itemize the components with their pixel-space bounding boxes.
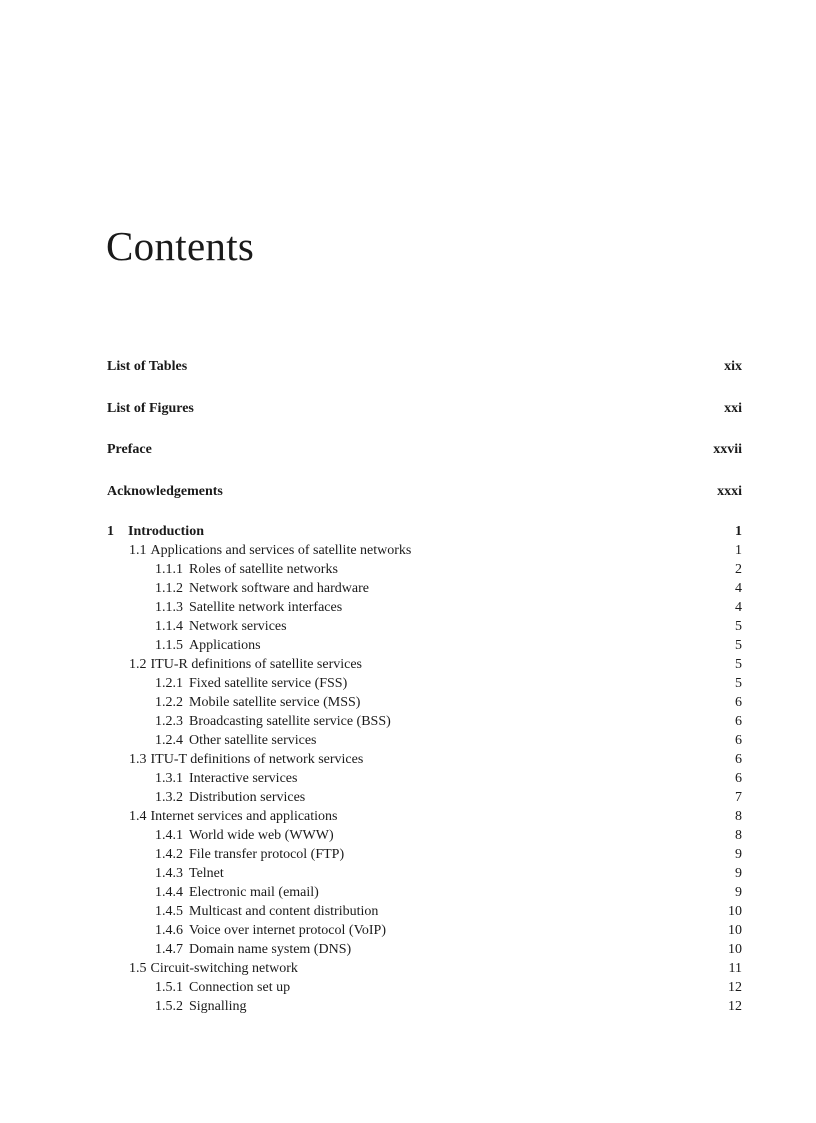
- toc-entry-page: 12: [728, 999, 742, 1014]
- toc-entry-number: 1.1.1: [155, 562, 183, 577]
- toc-subsection-entry[interactable]: [107, 921, 742, 940]
- toc-subsection-entry[interactable]: [107, 940, 742, 959]
- toc-entry-title: Internet services and applications: [150, 809, 338, 824]
- toc-entry-number: 1.4.2: [155, 847, 183, 862]
- toc-entry-label: [107, 598, 342, 617]
- toc-entry-number: 1.4: [129, 809, 147, 824]
- toc-entry-label: [107, 522, 204, 541]
- toc-entry-page: 7: [735, 790, 742, 805]
- toc-entry-page: 1: [735, 524, 742, 539]
- page-title: Contents: [106, 223, 255, 269]
- toc-entry-number: 1.3.1: [155, 771, 183, 786]
- toc-entry-title: Applications: [189, 638, 261, 653]
- toc-entry-number: 1.3.2: [155, 790, 183, 805]
- toc-entry-label: [107, 769, 297, 788]
- toc-entry-label: [107, 636, 261, 655]
- toc-entry-number: 1.1.2: [155, 581, 183, 596]
- toc-entry-number: 1.1: [129, 543, 147, 558]
- toc-subsection-entry[interactable]: [107, 788, 742, 807]
- toc-entry-label: [107, 674, 347, 693]
- toc-entry-title: Circuit-switching network: [150, 961, 298, 976]
- toc-subsection-entry[interactable]: [107, 864, 742, 883]
- toc-entry-page: 9: [735, 866, 742, 881]
- toc-entry-page: 1: [735, 543, 742, 558]
- toc-entry-title: Signalling: [189, 999, 247, 1014]
- toc-entry-page: 8: [735, 809, 742, 824]
- toc-subsection-entry[interactable]: [107, 636, 742, 655]
- toc-entry-number: 1.1.3: [155, 600, 183, 615]
- toc-entry-page: 2: [735, 562, 742, 577]
- toc-entry-page: 11: [728, 961, 742, 976]
- toc-subsection-entry[interactable]: [107, 674, 742, 693]
- toc-entry-number: 1.4.4: [155, 885, 183, 900]
- toc-entry-title: Electronic mail (email): [189, 885, 319, 900]
- front-matter-page: xxvii: [713, 442, 742, 457]
- toc-entry-title: Mobile satellite service (MSS): [189, 695, 361, 710]
- toc-entry-number: 1.1.4: [155, 619, 183, 634]
- toc-entry-label: [107, 902, 378, 921]
- toc-entry-page: 10: [728, 942, 742, 957]
- toc-entry-page: 6: [735, 733, 742, 748]
- toc-entry-page: 5: [735, 638, 742, 653]
- toc-entry-number: 1.2.4: [155, 733, 183, 748]
- toc-entry-number: 1.2.1: [155, 676, 183, 691]
- toc-entry-number: 1.3: [129, 752, 147, 767]
- toc-subsection-entry[interactable]: [107, 769, 742, 788]
- toc-entry-label: [107, 997, 247, 1016]
- toc-entry-title: Multicast and content distribution: [189, 904, 379, 919]
- toc-entry-title: ITU-T definitions of network services: [150, 752, 364, 767]
- toc-entry-number: 1.4.7: [155, 942, 183, 957]
- front-matter-page: xxxi: [717, 483, 742, 499]
- toc-subsection-entry[interactable]: [107, 617, 742, 636]
- toc-entry-label: [107, 921, 386, 940]
- toc-entry-number: 1: [107, 524, 114, 539]
- toc-section-entry[interactable]: [107, 750, 742, 769]
- toc-entry-label: [107, 883, 319, 902]
- toc-entry-number: 1.4.3: [155, 866, 183, 881]
- toc-entry-label: [107, 731, 317, 750]
- toc-entry-number: 1.4.1: [155, 828, 183, 843]
- toc-subsection-entry[interactable]: [107, 883, 742, 902]
- toc-entry-number: 1.4.5: [155, 904, 183, 919]
- toc-entry-page: 6: [735, 714, 742, 729]
- toc-entry-page: 8: [735, 828, 742, 843]
- toc-entry-page: 10: [728, 904, 742, 919]
- front-matter-item-preface[interactable]: [107, 439, 742, 481]
- toc-entry-page: 9: [735, 885, 742, 900]
- toc-entry-label: [107, 541, 411, 560]
- toc-entry-label: [107, 617, 287, 636]
- toc-subsection-entry[interactable]: [107, 731, 742, 750]
- toc-entry-number: 1.5.2: [155, 999, 183, 1014]
- toc-entry-label: [107, 845, 344, 864]
- front-matter-label: List of Tables: [107, 359, 188, 374]
- toc-subsection-entry[interactable]: [107, 598, 742, 617]
- toc-entry-title: Broadcasting satellite service (BSS): [189, 714, 391, 729]
- toc-entry-label: [107, 807, 337, 826]
- toc-entry-title: ITU-R definitions of satellite services: [150, 657, 362, 672]
- toc-entry-page: 5: [735, 657, 742, 672]
- toc-subsection-entry[interactable]: [107, 712, 742, 731]
- toc-subsection-entry[interactable]: [107, 693, 742, 712]
- front-matter-label: Acknowledgements: [107, 483, 223, 499]
- toc-entry-label: [107, 693, 360, 712]
- toc-entry-label: [107, 978, 290, 997]
- toc-entry-title: World wide web (WWW): [189, 828, 334, 843]
- toc-entry-title: Network services: [189, 619, 287, 634]
- front-matter-item-list-of-figures[interactable]: [107, 398, 742, 440]
- toc-entry-page: 5: [735, 619, 742, 634]
- toc-entry-number: 1.2.3: [155, 714, 183, 729]
- toc-entry-page: 5: [735, 676, 742, 691]
- toc-entry-number: 1.2: [129, 657, 147, 672]
- toc-subsection-entry[interactable]: [107, 978, 742, 997]
- toc-entry-number: 1.5.1: [155, 980, 183, 995]
- toc-subsection-entry[interactable]: [107, 997, 742, 1016]
- toc-subsection-entry[interactable]: [107, 560, 742, 579]
- toc-entry-title: Fixed satellite service (FSS): [189, 676, 348, 691]
- toc-entry-label: [107, 712, 391, 731]
- toc-entry-number: 1.1.5: [155, 638, 183, 653]
- toc-section-entry[interactable]: [107, 541, 742, 560]
- front-matter-label: Preface: [107, 442, 152, 457]
- toc-entry-page: 4: [735, 581, 742, 596]
- toc-entry-page: 10: [728, 923, 742, 938]
- toc-entry-title: Distribution services: [189, 790, 306, 805]
- toc-subsection-entry[interactable]: [107, 826, 742, 845]
- toc-entry-label: [107, 788, 305, 807]
- toc-section-entry[interactable]: [107, 655, 742, 674]
- toc-entry-page: 12: [728, 980, 742, 995]
- toc-chapter-entry[interactable]: [107, 522, 742, 541]
- toc-subsection-entry[interactable]: [107, 579, 742, 598]
- toc-entry-title: Voice over internet protocol (VoIP): [189, 923, 386, 938]
- toc-entry-title: Network software and hardware: [189, 581, 369, 596]
- toc-subsection-entry[interactable]: [107, 845, 742, 864]
- toc-entry-page: 6: [735, 752, 742, 767]
- toc-entry-label: [107, 864, 224, 883]
- toc-entry-number: 1.4.6: [155, 923, 183, 938]
- toc-entry-label: [107, 655, 362, 674]
- toc-entry-label: [107, 959, 298, 978]
- toc-list: [107, 522, 742, 1016]
- front-matter-label: List of Figures: [107, 400, 194, 416]
- toc-entry-title: Roles of satellite networks: [189, 562, 338, 577]
- toc-entry-page: 6: [735, 695, 742, 710]
- toc-entry-title: Domain name system (DNS): [189, 942, 352, 957]
- front-matter-page: xix: [724, 359, 742, 374]
- toc-entry-label: [107, 560, 338, 579]
- toc-section-entry[interactable]: [107, 807, 742, 826]
- toc-entry-label: [107, 750, 363, 769]
- front-matter-page: xxi: [724, 400, 742, 416]
- toc-entry-number: 1.2.2: [155, 695, 183, 710]
- toc-subsection-entry[interactable]: [107, 902, 742, 921]
- toc-entry-page: 9: [735, 847, 742, 862]
- front-matter-item-list-of-tables[interactable]: [107, 356, 742, 398]
- toc-entry-label: [107, 826, 334, 845]
- toc-entry-page: 6: [735, 771, 742, 786]
- toc-entry-title: Introduction: [128, 524, 204, 539]
- toc-entry-title: Connection set up: [189, 980, 291, 995]
- toc-entry-label: [107, 579, 369, 598]
- toc-section-entry[interactable]: [107, 959, 742, 978]
- toc-entry-title: File transfer protocol (FTP): [189, 847, 345, 862]
- toc-entry-title: Interactive services: [189, 771, 298, 786]
- toc-entry-title: Satellite network interfaces: [189, 600, 343, 615]
- toc-entry-title: Other satellite services: [189, 733, 317, 748]
- toc-entry-page: 4: [735, 600, 742, 615]
- toc-entry-title: Applications and services of satellite networks: [150, 543, 412, 558]
- front-matter-item-acknowledgements[interactable]: [107, 481, 742, 523]
- toc-entry-label: [107, 940, 351, 959]
- front-matter-list: [107, 356, 742, 522]
- toc-entry-title: Telnet: [189, 866, 224, 881]
- toc-entry-number: 1.5: [129, 961, 147, 976]
